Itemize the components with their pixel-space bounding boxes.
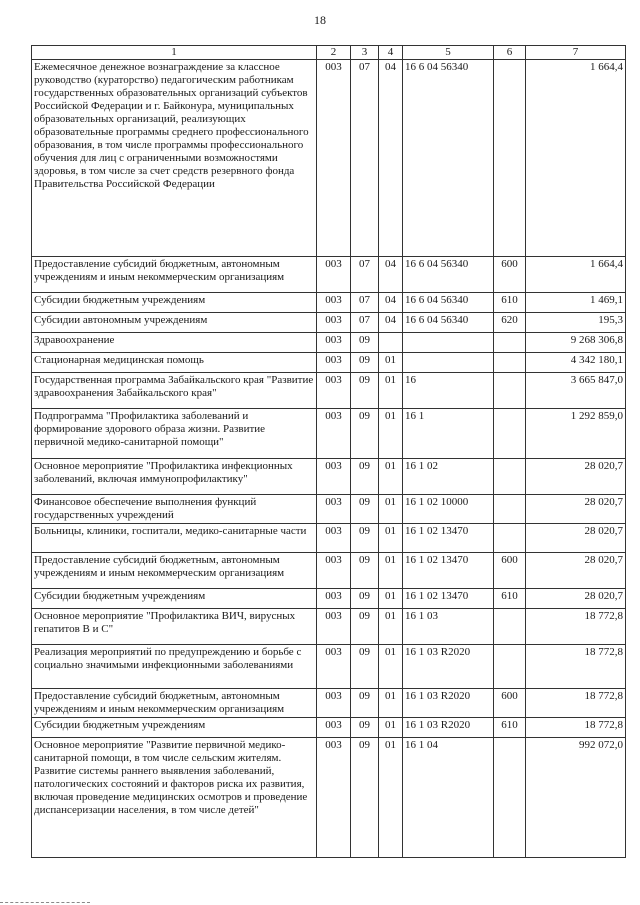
row-subsection-code — [379, 333, 403, 353]
row-expense-type: 600 — [494, 257, 526, 293]
header-col-4: 4 — [379, 46, 403, 60]
row-section-code: 09 — [351, 718, 379, 738]
row-name-cell: Ежемесячное денежное вознаграждение за классное руководство (кураторство) педагогическим работникам государственных образовательных организаций субъектов Российской Федерации и г. Байконура, муниципальных образовательных организаций, реализующих образовательные программы среднего профессионального образования, в том числе программы профессионального обучения для лиц с ограниченными возможностями здоровья, в том числе за счет средств резервного фонда Правительства Российской Федерации — [32, 60, 317, 257]
row-subsection-code: 04 — [379, 257, 403, 293]
row-section-code: 07 — [351, 313, 379, 333]
row-amount: 4 342 180,1 — [526, 353, 626, 373]
row-amount: 1 469,1 — [526, 293, 626, 313]
row-ministry-code: 003 — [317, 589, 351, 609]
row-subsection-code: 04 — [379, 313, 403, 333]
row-section-code: 07 — [351, 293, 379, 313]
row-subsection-code: 01 — [379, 353, 403, 373]
table-row — [32, 459, 626, 495]
header-col-6: 6 — [494, 46, 526, 60]
table-row — [32, 333, 626, 353]
header-col-5: 5 — [403, 46, 494, 60]
row-expense-type: 600 — [494, 689, 526, 718]
table-row — [32, 689, 626, 718]
row-section-code: 09 — [351, 689, 379, 718]
row-ministry-code: 003 — [317, 353, 351, 373]
row-expense-type: 610 — [494, 589, 526, 609]
row-target-article: 16 1 02 10000 — [403, 495, 494, 524]
table-row — [32, 524, 626, 553]
table-row — [32, 353, 626, 373]
table-row — [32, 553, 626, 589]
row-name-cell: Здравоохранение — [32, 333, 317, 353]
row-subsection-code: 01 — [379, 689, 403, 718]
row-expense-type: 620 — [494, 313, 526, 333]
row-target-article: 16 1 03 R2020 — [403, 645, 494, 689]
row-section-code: 09 — [351, 553, 379, 589]
table-row — [32, 645, 626, 689]
row-target-article: 16 1 02 — [403, 459, 494, 495]
row-ministry-code: 003 — [317, 645, 351, 689]
row-section-code: 09 — [351, 373, 379, 409]
row-subsection-code: 01 — [379, 718, 403, 738]
table-row — [32, 718, 626, 738]
row-section-code: 09 — [351, 524, 379, 553]
row-expense-type — [494, 645, 526, 689]
row-name-cell: Субсидии бюджетным учреждениям — [32, 589, 317, 609]
row-name-cell: Предоставление субсидий бюджетным, автономным учреждениям и иным некоммерческим организациям — [32, 553, 317, 589]
header-row — [32, 46, 626, 60]
row-target-article: 16 1 02 13470 — [403, 589, 494, 609]
row-subsection-code: 01 — [379, 373, 403, 409]
row-ministry-code: 003 — [317, 738, 351, 858]
row-target-article: 16 6 04 56340 — [403, 60, 494, 257]
row-target-article: 16 1 03 R2020 — [403, 718, 494, 738]
row-target-article: 16 1 04 — [403, 738, 494, 858]
row-ministry-code: 003 — [317, 459, 351, 495]
row-section-code: 09 — [351, 589, 379, 609]
row-ministry-code: 003 — [317, 524, 351, 553]
row-name-cell: Субсидии бюджетным учреждениям — [32, 293, 317, 313]
page-edge-mark — [0, 902, 90, 903]
row-expense-type — [494, 333, 526, 353]
row-name-cell: Государственная программа Забайкальского края "Развитие здравоохранения Забайкальского края" — [32, 373, 317, 409]
row-ministry-code: 003 — [317, 60, 351, 257]
row-section-code: 09 — [351, 409, 379, 459]
row-amount: 3 665 847,0 — [526, 373, 626, 409]
row-subsection-code: 01 — [379, 553, 403, 589]
row-expense-type — [494, 373, 526, 409]
row-expense-type: 610 — [494, 293, 526, 313]
row-amount: 18 772,8 — [526, 689, 626, 718]
row-subsection-code: 04 — [379, 293, 403, 313]
table-row — [32, 373, 626, 409]
row-subsection-code: 01 — [379, 645, 403, 689]
row-expense-type — [494, 524, 526, 553]
row-ministry-code: 003 — [317, 609, 351, 645]
row-name-cell: Подпрограмма "Профилактика заболеваний и формирование здорового образа жизни. Развитие первичной медико-санитарной помощи" — [32, 409, 317, 459]
row-target-article: 16 1 03 R2020 — [403, 689, 494, 718]
row-ministry-code: 003 — [317, 718, 351, 738]
row-name-cell: Стационарная медицинская помощь — [32, 353, 317, 373]
row-section-code: 09 — [351, 645, 379, 689]
row-name-cell: Субсидии бюджетным учреждениям — [32, 718, 317, 738]
table-row — [32, 257, 626, 293]
row-target-article: 16 1 03 — [403, 609, 494, 645]
row-subsection-code: 01 — [379, 524, 403, 553]
row-subsection-code: 01 — [379, 589, 403, 609]
header-col-7: 7 — [526, 46, 626, 60]
table-row — [32, 738, 626, 858]
row-expense-type — [494, 609, 526, 645]
row-section-code: 09 — [351, 738, 379, 858]
table-row — [32, 313, 626, 333]
row-target-article: 16 — [403, 373, 494, 409]
budget-table-body — [32, 60, 626, 858]
row-amount: 28 020,7 — [526, 589, 626, 609]
row-subsection-code: 04 — [379, 60, 403, 257]
row-target-article: 16 1 02 13470 — [403, 524, 494, 553]
row-subsection-code: 01 — [379, 409, 403, 459]
row-amount: 1 664,4 — [526, 60, 626, 257]
row-name-cell: Основное мероприятие "Профилактика инфекционных заболеваний, включая иммунопрофилактику" — [32, 459, 317, 495]
row-amount: 9 268 306,8 — [526, 333, 626, 353]
row-subsection-code: 01 — [379, 609, 403, 645]
row-ministry-code: 003 — [317, 373, 351, 409]
row-ministry-code: 003 — [317, 409, 351, 459]
row-amount: 992 072,0 — [526, 738, 626, 858]
table-row — [32, 495, 626, 524]
row-amount: 195,3 — [526, 313, 626, 333]
row-target-article: 16 6 04 56340 — [403, 293, 494, 313]
row-target-article — [403, 353, 494, 373]
row-amount: 18 772,8 — [526, 609, 626, 645]
table-row — [32, 293, 626, 313]
row-section-code: 09 — [351, 495, 379, 524]
row-expense-type — [494, 495, 526, 524]
row-section-code: 09 — [351, 609, 379, 645]
row-name-cell: Реализация мероприятий по предупреждению и борьбе с социально значимыми инфекционными заболеваниями — [32, 645, 317, 689]
row-amount: 28 020,7 — [526, 459, 626, 495]
row-subsection-code: 01 — [379, 495, 403, 524]
row-amount: 28 020,7 — [526, 495, 626, 524]
table-row — [32, 60, 626, 257]
row-expense-type — [494, 353, 526, 373]
header-col-1: 1 — [32, 46, 317, 60]
row-ministry-code: 003 — [317, 333, 351, 353]
row-target-article: 16 1 02 13470 — [403, 553, 494, 589]
budget-table — [31, 45, 626, 858]
row-amount: 28 020,7 — [526, 553, 626, 589]
table-row — [32, 609, 626, 645]
row-expense-type: 610 — [494, 718, 526, 738]
row-expense-type: 600 — [494, 553, 526, 589]
row-amount: 1 664,4 — [526, 257, 626, 293]
row-ministry-code: 003 — [317, 553, 351, 589]
row-target-article — [403, 333, 494, 353]
row-ministry-code: 003 — [317, 495, 351, 524]
header-col-3: 3 — [351, 46, 379, 60]
row-target-article: 16 1 — [403, 409, 494, 459]
row-subsection-code: 01 — [379, 738, 403, 858]
row-amount: 1 292 859,0 — [526, 409, 626, 459]
row-name-cell: Основное мероприятие "Профилактика ВИЧ, вирусных гепатитов В и С" — [32, 609, 317, 645]
row-amount: 18 772,8 — [526, 645, 626, 689]
row-name-cell: Финансовое обеспечение выполнения функций государственных учреждений — [32, 495, 317, 524]
row-ministry-code: 003 — [317, 257, 351, 293]
row-expense-type — [494, 409, 526, 459]
row-ministry-code: 003 — [317, 689, 351, 718]
row-name-cell: Субсидии автономным учреждениям — [32, 313, 317, 333]
row-expense-type — [494, 60, 526, 257]
row-target-article: 16 6 04 56340 — [403, 257, 494, 293]
row-section-code: 09 — [351, 459, 379, 495]
table-row — [32, 589, 626, 609]
row-section-code: 09 — [351, 353, 379, 373]
row-ministry-code: 003 — [317, 313, 351, 333]
header-col-2: 2 — [317, 46, 351, 60]
table-row — [32, 409, 626, 459]
row-ministry-code: 003 — [317, 293, 351, 313]
row-expense-type — [494, 459, 526, 495]
row-amount: 18 772,8 — [526, 718, 626, 738]
row-section-code: 07 — [351, 257, 379, 293]
row-amount: 28 020,7 — [526, 524, 626, 553]
row-subsection-code: 01 — [379, 459, 403, 495]
row-name-cell: Предоставление субсидий бюджетным, автономным учреждениям и иным некоммерческим организациям — [32, 257, 317, 293]
row-section-code: 07 — [351, 60, 379, 257]
row-name-cell: Основное мероприятие "Развитие первичной медико-санитарной помощи, в том числе сельским жителям. Развитие системы раннего выявления заболеваний, патологических состояний и факторов риска их развития, включая проведение медицинских осмотров и проведение диспансеризации населения, в том числе детей" — [32, 738, 317, 858]
row-target-article: 16 6 04 56340 — [403, 313, 494, 333]
page-number: 18 — [314, 13, 326, 27]
row-expense-type — [494, 738, 526, 858]
row-name-cell: Больницы, клиники, госпитали, медико-санитарные части — [32, 524, 317, 553]
row-name-cell: Предоставление субсидий бюджетным, автономным учреждениям и иным некоммерческим организациям — [32, 689, 317, 718]
row-section-code: 09 — [351, 333, 379, 353]
